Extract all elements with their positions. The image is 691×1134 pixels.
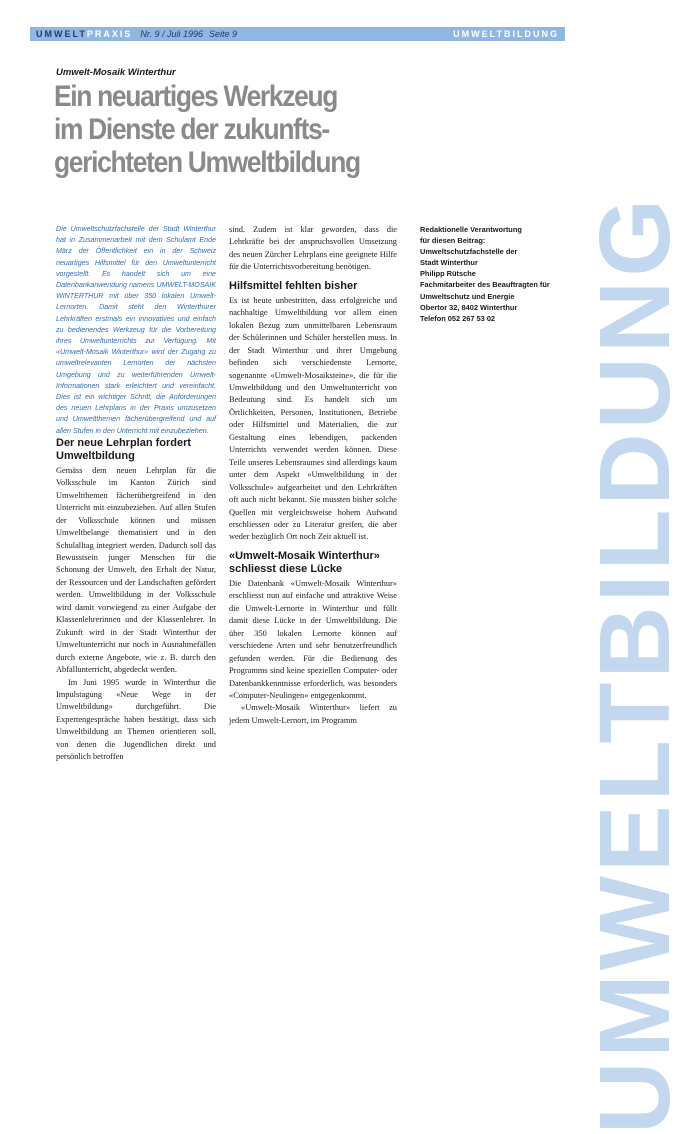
column-2 xyxy=(229,224,397,727)
subhead-hilfsmittel: Hilfsmittel fehlten bisher xyxy=(229,279,358,292)
brand-praxis: PRAXIS xyxy=(86,29,133,39)
article-intro: Die Umweltschutzfachstelle der Stadt Winterthur hat in Zusammenarbeit mit dem Schulamt Ende März der Öffentlichkeit ein in der Schweiz neuartiges Hilfsmittel für den Umweltunterricht vorgestellt. Es handelt sich um eine Datenbankanwendung namens UMWELT-MOSAIK WINTERTHUR mit über 350 lokalen Umwelt-Lernorten. Damit steht den Winterthurer Lehrkräften erstmals ein innovatives und einfach zu bedienendes Werkzeug für die Vorbereitung ihres Umweltunterrichts zur Verfügung. Mit «Umwelt-Mosaik Winterthur» wird der Zugang zu umweltrelevanten Lernorten der nächsten Umgebung und zu weiterführenden Umwelt-Informationen stark erleichtert und vereinfacht. Dies ist ein wichtiger Schritt, die Anforderungen des neuen Lehrplans in der Praxis umzusetzen und Umweltthemen fächerübergreifend und auf allen Stufen in den Unterricht mit einzubeziehen. xyxy=(56,225,216,435)
credit-line: Umweltschutzfachstelle der xyxy=(420,247,518,257)
credit-line: Stadt Winterthur xyxy=(420,258,478,268)
paragraph: «Umwelt-Mosaik Winterthur» liefert zu jedem Umwelt-Lernort, im Programm xyxy=(229,703,397,725)
headline-line-1: Ein neuartiges Werkzeug xyxy=(54,80,338,113)
issue-number: Nr. 9 / Juli 1996 xyxy=(140,29,204,39)
masthead xyxy=(36,28,237,40)
section-label: UMWELTBILDUNG xyxy=(453,29,559,39)
article-kicker: Umwelt-Mosaik Winterthur xyxy=(56,67,176,78)
paragraph: sind. Zudem ist klar geworden, dass die Lehrkräfte bei der anspruchsvollen Umsetzung des neuen Zürcher Lehrplans eine geeignete Hilfe für die Unterrichtsvorbereitung benötigen. xyxy=(229,225,397,272)
credit-line: Telefon 052 267 53 02 xyxy=(420,313,496,323)
editorial-credits xyxy=(420,224,570,324)
headline-line-3: gerichteten Umweltbildung xyxy=(54,146,360,179)
credit-line: für diesen Beitrag: xyxy=(420,236,486,246)
paragraph: Gemäss dem neuen Lehrplan für die Volksschule im Kanton Zürich sind Umweltthemen fächerübergreifend in den Unterricht mit einzubeziehen. Auf allen Stufen der Volksschule können und müssen Umweltbelange thematisiert und in den Schulalltag integriert werden. Dadurch soll das Bewusstsein junger Menschen für die Schonung der Umwelt, den Erhalt der Natur, der Ressourcen und der Landschaften gefördert werden. Umweltbildung in der Volksschule wird damit vorwiegend zu einer Aufgabe der Klassenlehrerinnen und der Klassenlehrer. In Zukunft wird in der Stadt Winterthur der Umweltunterricht nur noch in Ausnahmefällen durch externe Angebote, wie z. B. durch den Abfallunterricht, abgedeckt werden. xyxy=(56,465,216,675)
subhead-mosaik: «Umwelt-Mosaik Winterthur» schliesst diese Lücke xyxy=(229,549,380,575)
paragraph: Die Datenbank «Umwelt-Mosaik Winterthur» erschliesst nun auf einfache und attraktive Weise die Umwelt-Lernorte in Winterthur und füllt damit diese Lücke in der Umweltbildung. Die über 350 lokalen Lernorte können auf verschiedene Arten und sehr benutzerfreundlich gefunden werden. Für die Bedienung des Programms sind keine speziellen Computer- oder Datenbankkenntnisse erforderlich, was besonders «Computer-Neulingen» entgegenkommt. xyxy=(229,578,397,700)
credit-line: Umweltschutz und Energie xyxy=(420,291,515,301)
credit-line: Fachmitarbeiter des Beauftragten für xyxy=(420,280,550,290)
headline-line-2: im Dienste der zukunfts- xyxy=(54,113,329,146)
page-number: Seite 9 xyxy=(209,29,238,39)
paragraph: Im Juni 1995 wurde in Winterthur die Impulstagung «Neue Wege in der Umweltbildung» durchgeführt. Die Expertengespräche haben bestätigt, dass sich Umweltbildung an Themen orientieren soll, von denen die Jugendlichen direkt und persönlich betroffen xyxy=(56,677,216,762)
paragraph: Es ist heute unbestritten, dass erfolgreiche und nachhaltige Umweltbildung vor allem einen lokalen Bezug zum unmittelbaren Lebensraum der Schülerinnen und Schüler herstellen muss. In der Stadt Winterthur und ihrer Umgebung befinden sich verschiedenste Lernorte, sogenannte «Umwelt-Mosaiksteine», die für die Umweltbildung und den Umweltunterricht von Bedeutung sind. Es handelt sich um Örtlichkeiten, Personen, Institutionen, Betriebe oder Hilfsmittel und Materialien, die zur Gestaltung eines lebendigen, packenden Unterrichts verwendet werden können. Diese Teile unseres Lebensraumes sind allerdings kaum unter dem Aspekt «Umweltbildung in der Volksschule» aufgearbeitet und den Lehrkräften oft auch nicht bekannt. Sie mussten bisher solche Quellen mit vergleichsweise hohem Aufwand erschliessen oder zu Literatur greifen, die aber weder bezüglich Ort noch Zeit aktuell ist. xyxy=(229,295,397,542)
page-header-bar xyxy=(30,27,565,41)
subhead-lehrplan: Der neue Lehrplan fordert Umweltbildung xyxy=(56,436,192,462)
brand-umwelt: UMWELT xyxy=(36,29,87,39)
article-headline xyxy=(54,80,388,179)
column-1 xyxy=(56,224,216,764)
section-watermark-text: UMWELTBILDUNG xyxy=(579,195,691,1134)
credit-line: Philipp Rütsche xyxy=(420,269,476,279)
credit-line: Redaktionelle Verantwortung xyxy=(420,225,522,234)
credit-line: Obertor 32, 8402 Winterthur xyxy=(420,302,518,312)
